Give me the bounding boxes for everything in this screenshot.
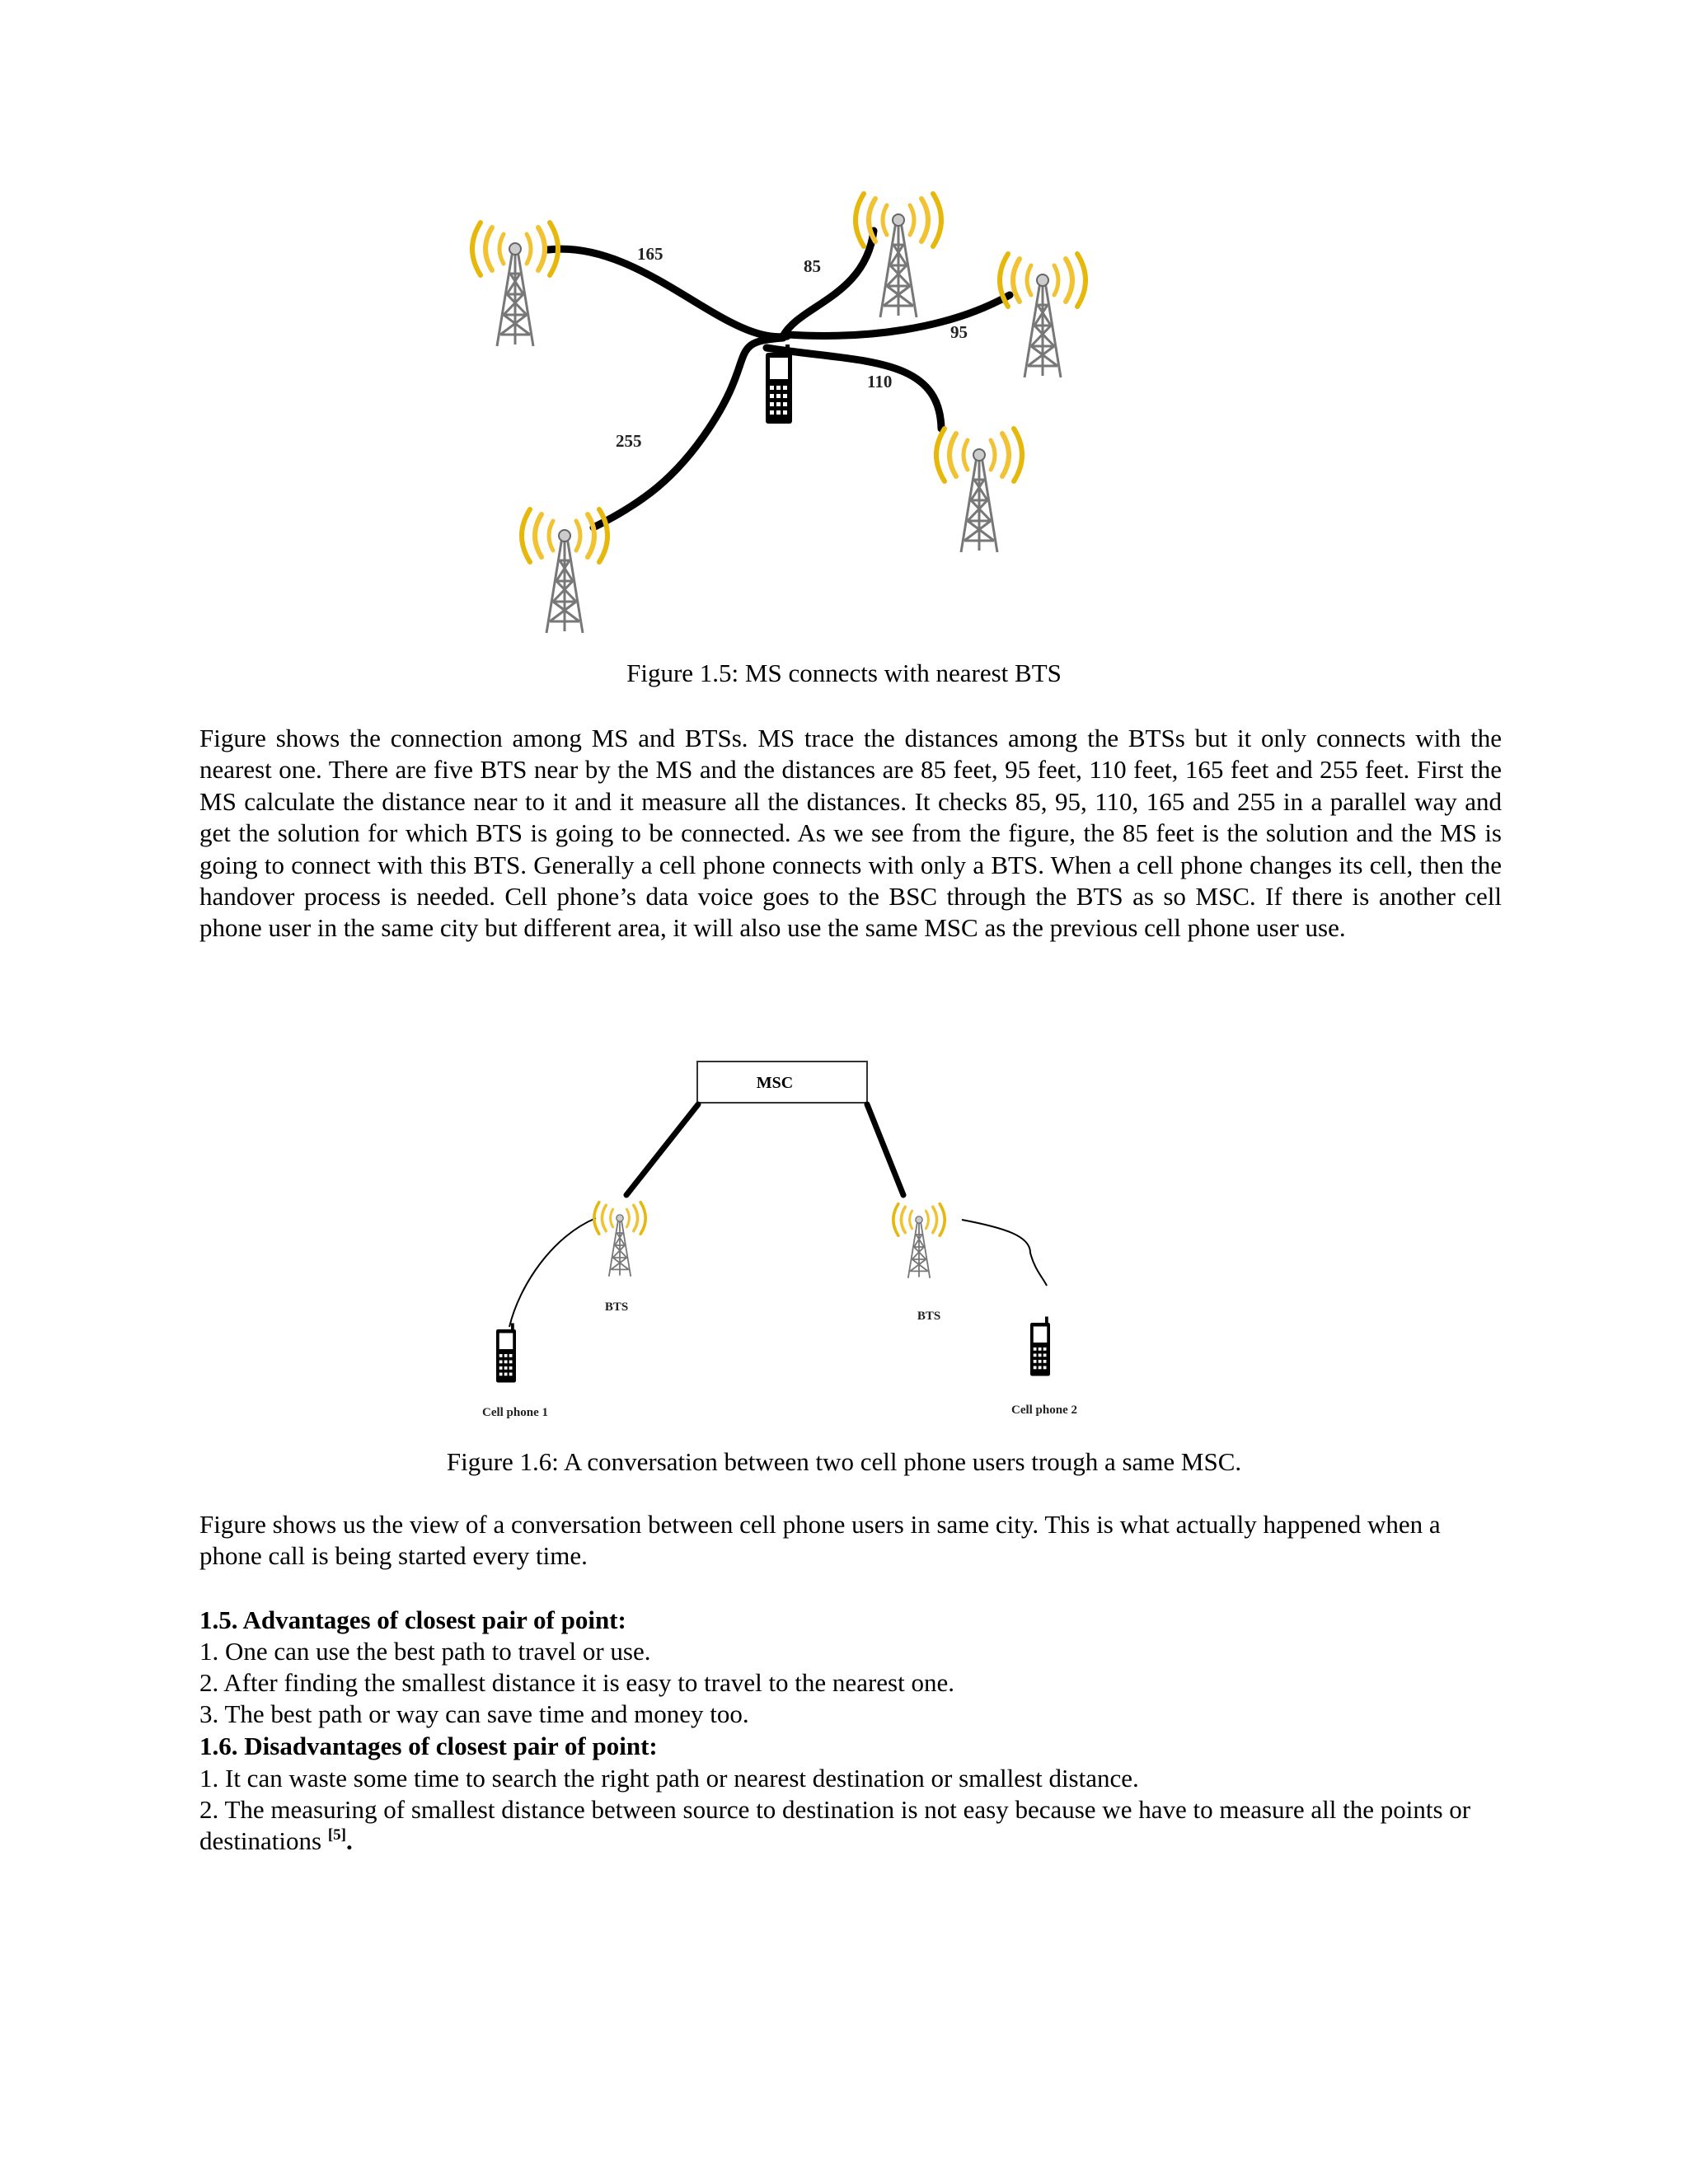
bts-tower-icon — [936, 429, 1022, 552]
disadvantage-item-1: 1. It can waste some time to search the right path or nearest destination or smallest distance. — [199, 1764, 1139, 1793]
cell-phone-1-icon — [496, 1324, 516, 1383]
mobile-station-phone-icon — [766, 344, 792, 424]
body-paragraph-2: Figure shows us the view of a conversation between cell phone users in same city. This is what actually happened when a phone call is being started every time. — [199, 1510, 1441, 1571]
cell-phone-1-label: Cell phone 1 — [481, 1406, 549, 1419]
distance-label-95: 95 — [950, 322, 968, 342]
advantage-item-3: 3. The best path or way can save time and money too. — [199, 1699, 749, 1728]
figure-1-6-diagram — [462, 1047, 1121, 1426]
advantage-item-1: 1. One can use the best path to travel or use. — [199, 1637, 651, 1666]
bts-right-label: BTS — [917, 1310, 941, 1323]
link-165 — [548, 249, 787, 337]
distance-label-110: 110 — [867, 372, 893, 391]
bts-tower-icon — [472, 223, 558, 346]
distance-label-165: 165 — [637, 244, 663, 264]
disadvantages-heading: 1.6. Disadvantages of closest pair of point: — [199, 1732, 658, 1760]
body-paragraph-1 — [199, 723, 1502, 944]
paragraph-1-text: Figure shows the connection among MS and BTSs. MS trace the distances among the BTSs but it only connects with the nearest one. There are five BTS near by the MS and the distances are 85 feet, 95 feet, 110 feet, 165 feet and 255 feet. First the MS calculate the distance near to it and it measure all the distances. It checks 85, 95, 110, 165 and 255 in a parallel way and get the solution for which BTS is going to be connected. As we see from the figure, the 85 feet is the solution and the MS is going to connect with this BTS. Generally a cell phone connects with only a BTS. When a cell phone changes its cell, then the handover process is needed. Cell phone’s data voice goes to the BSC through the BTS as so MSC. If there is another cell phone user in the same city but different area, it will also use the same MSC as the previous cell phone user use. — [199, 724, 1502, 943]
bts-tower-icon — [522, 509, 607, 633]
cell-phone-2-label: Cell phone 2 — [1010, 1404, 1078, 1417]
reference-5-superscript: [5] — [327, 1826, 347, 1844]
disadvantage-item-2-period: . — [346, 1826, 353, 1856]
bts-tower-icon — [1000, 254, 1085, 377]
cell-phone-2-icon — [1030, 1317, 1050, 1376]
advantage-item-2: 2. After finding the smallest distance it is easy to travel to the nearest one. — [199, 1668, 954, 1697]
advantages-heading: 1.5. Advantages of closest pair of point: — [199, 1605, 626, 1634]
distance-label-85: 85 — [804, 256, 821, 276]
figure-1-6-caption: Figure 1.6: A conversation between two cell phone users trough a same MSC. — [446, 1447, 1242, 1476]
figure-1-5-caption: Figure 1.5: MS connects with nearest BTS — [626, 658, 1062, 687]
bts-tower-right-icon — [893, 1204, 945, 1278]
disadvantage-item-2 — [199, 1794, 1502, 1858]
bts-left-label: BTS — [604, 1301, 629, 1314]
figure-1-5-diagram — [429, 190, 1170, 651]
disadvantage-item-2-text: 2. The measuring of smallest distance between source to destination is not easy because we have to measure all the points or destinations — [199, 1795, 1471, 1856]
distance-label-255: 255 — [616, 431, 642, 451]
link-85 — [783, 231, 874, 336]
link-110 — [767, 348, 941, 429]
bts-tower-left-icon — [594, 1202, 645, 1277]
msc-label: MSC — [756, 1074, 794, 1092]
